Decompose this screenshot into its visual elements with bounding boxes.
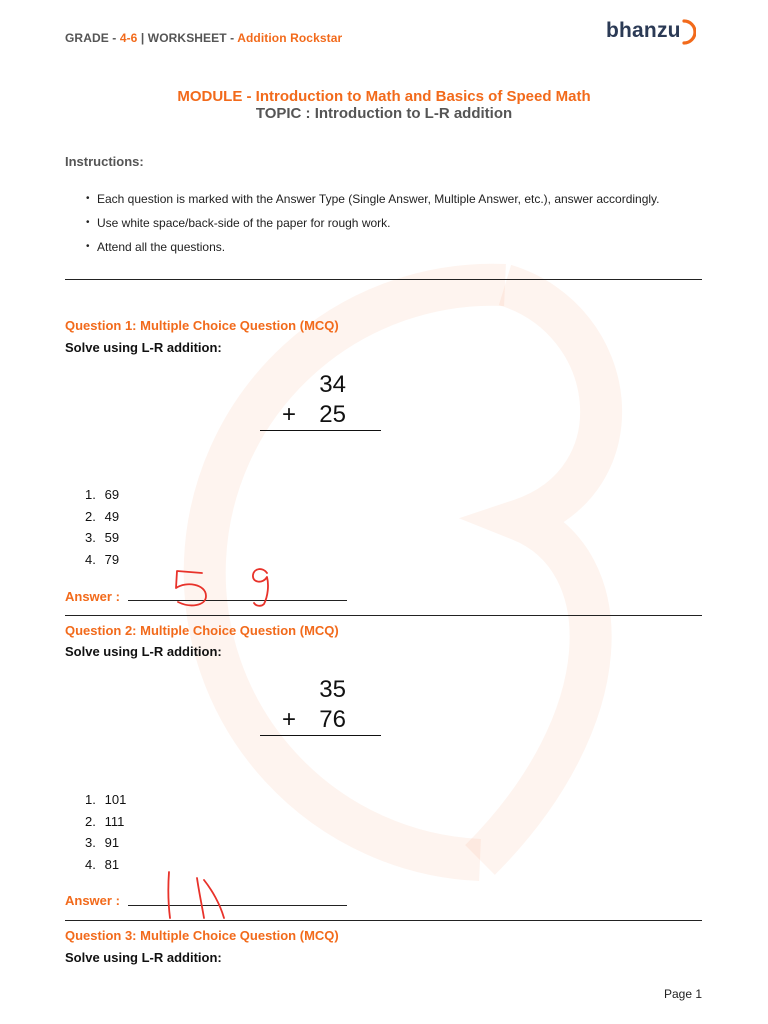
topic-title: TOPIC : Introduction to L-R addition [255,105,513,122]
question-1-answer-field[interactable] [128,600,347,601]
logo-text: bhanzu [606,19,681,42]
bhanzu-logo [606,16,696,46]
question-1-handwritten-answer [168,564,278,610]
question-1-answer-label: Answer : [65,589,120,604]
question-1-options [85,484,119,570]
option-item[interactable]: 2. 111 [85,813,125,829]
option-item[interactable]: 2. 49 [85,508,120,524]
option-item[interactable]: 3. 91 [85,835,120,850]
worksheet-name: Addition Rockstar [237,31,343,45]
question-2-answer-label: Answer : [65,893,120,908]
header-separator: | [137,31,148,45]
option-item[interactable]: 3. 59 [85,530,120,545]
page-number: Page 1 [664,987,703,1001]
question-2-options [85,789,126,875]
section-divider [65,279,702,280]
instructions-list [86,190,660,262]
grade-value: 4-6 [119,31,138,45]
question-2-title: Question 2: Multiple Choice Question (MCQ) [65,623,339,638]
module-title: MODULE - Introduction to Math and Basics of Speed Math [177,88,591,105]
question-3-title: Question 3: Multiple Choice Question (MCQ) [65,928,339,943]
question-1-operator: + [282,401,297,428]
question-1-top-number: 34 [319,371,346,398]
question-2-prompt: Solve using L-R addition: [65,644,222,659]
question-2-bottom-number: 76 [319,706,346,733]
question-2-answer-field[interactable] [128,905,347,906]
question-3-prompt: Solve using L-R addition: [65,950,222,965]
grade-label: GRADE - [65,31,120,45]
instructions-heading: Instructions: [65,154,144,169]
option-item[interactable]: 4. 79 [85,551,120,567]
option-item[interactable]: 1. 69 [85,487,120,502]
question-1-title: Question 1: Multiple Choice Question (MCQ) [65,318,339,333]
question-1-bottom-number: 25 [319,401,346,428]
worksheet-header [65,31,342,45]
question-2-top-number: 35 [319,676,346,703]
question-divider [65,615,702,616]
question-1-prompt: Solve using L-R addition: [65,340,222,355]
worksheet-label: WORKSHEET - [147,31,238,45]
option-item[interactable]: 4. 81 [85,856,120,872]
question-2-operator: + [282,706,297,733]
question-2-sum-line [260,735,381,736]
instruction-item: • Each question is marked with the Answer Type (Single Answer, Multiple Answer, etc.), answer accordingly. [86,190,660,214]
question-divider [65,920,702,921]
instruction-item: • Use white space/back-side of the paper for rough work. [86,214,660,238]
question-2-handwritten-answer [160,868,240,922]
question-1-sum-line [260,430,381,431]
option-item[interactable]: 1. 101 [85,792,127,807]
instruction-item: • Attend all the questions. [86,238,660,262]
logo-swoosh-icon [682,19,696,45]
